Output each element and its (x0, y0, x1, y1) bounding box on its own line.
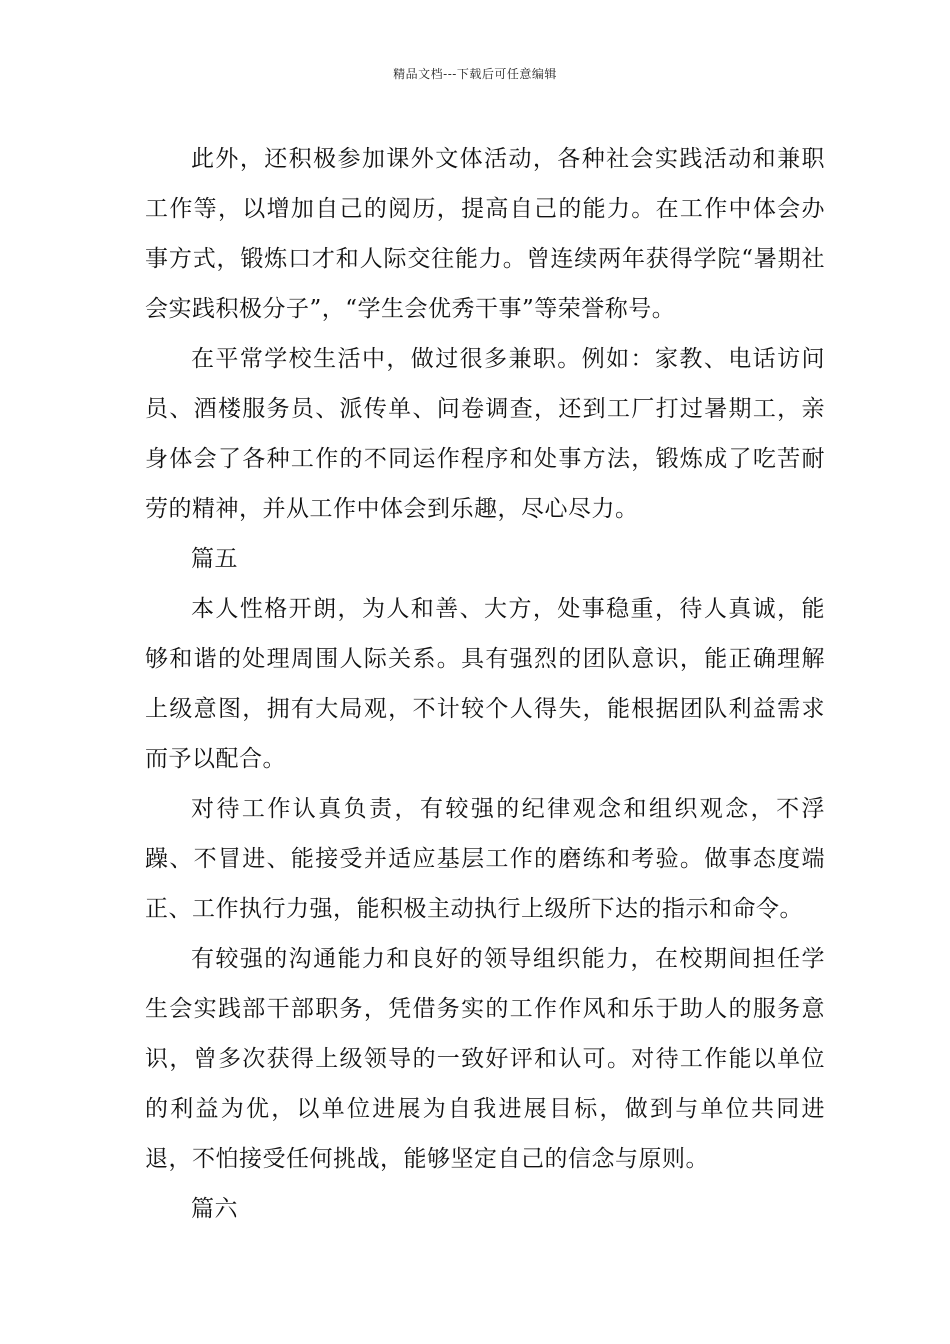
paragraph-work-attitude: 对待工作认真负责，有较强的纪律观念和组织观念，不浮躁、不冒进、能接受并适应基层工作的磨练和考验。做事态度端正、工作执行力强，能积极主动执行上级所下达的指示和命令。 (145, 796, 825, 922)
paragraph-part-time-jobs: 在平常学校生活中，做过很多兼职。例如：家教、电话访问员、酒楼服务员、派传单、问卷调查，还到工厂打过暑期工，亲身体会了各种工作的不同运作程序和处事方法，锻炼成了吃苦耐劳的精神，并从工作中体会到乐趣，尽心尽力。 (145, 346, 825, 522)
paragraph-extracurricular: 此外，还积极参加课外文体活动，各种社会实践活动和兼职工作等，以增加自己的阅历，提高自己的能力。在工作中体会办事方式，锻炼口才和人际交往能力。曾连续两年获得学院“暑期社会实践积极分子”，“学生会优秀干事”等荣誉称号。 (145, 146, 825, 322)
paragraph-personality: 本人性格开朗，为人和善、大方，处事稳重，待人真诚，能够和谐的处理周围人际关系。具有强烈的团队意识，能正确理解上级意图，拥有大局观，不计较个人得失，能根据团队利益需求而予以配合。 (145, 596, 825, 772)
section-heading-part-five: 篇五 (191, 546, 238, 572)
document-body (145, 134, 825, 1234)
section-heading-part-six: 篇六 (191, 1196, 238, 1222)
page-header: 精品文档---下载后可任意编辑 (393, 67, 557, 81)
paragraph-communication: 有较强的沟通能力和良好的领导组织能力，在校期间担任学生会实践部干部职务，凭借务实的工作作风和乐于助人的服务意识，曾多次获得上级领导的一致好评和认可。对待工作能以单位的利益为优，以单位进展为自我进展目标，做到与单位共同进退，不怕接受任何挑战，能够坚定自己的信念与原则。 (145, 946, 825, 1172)
